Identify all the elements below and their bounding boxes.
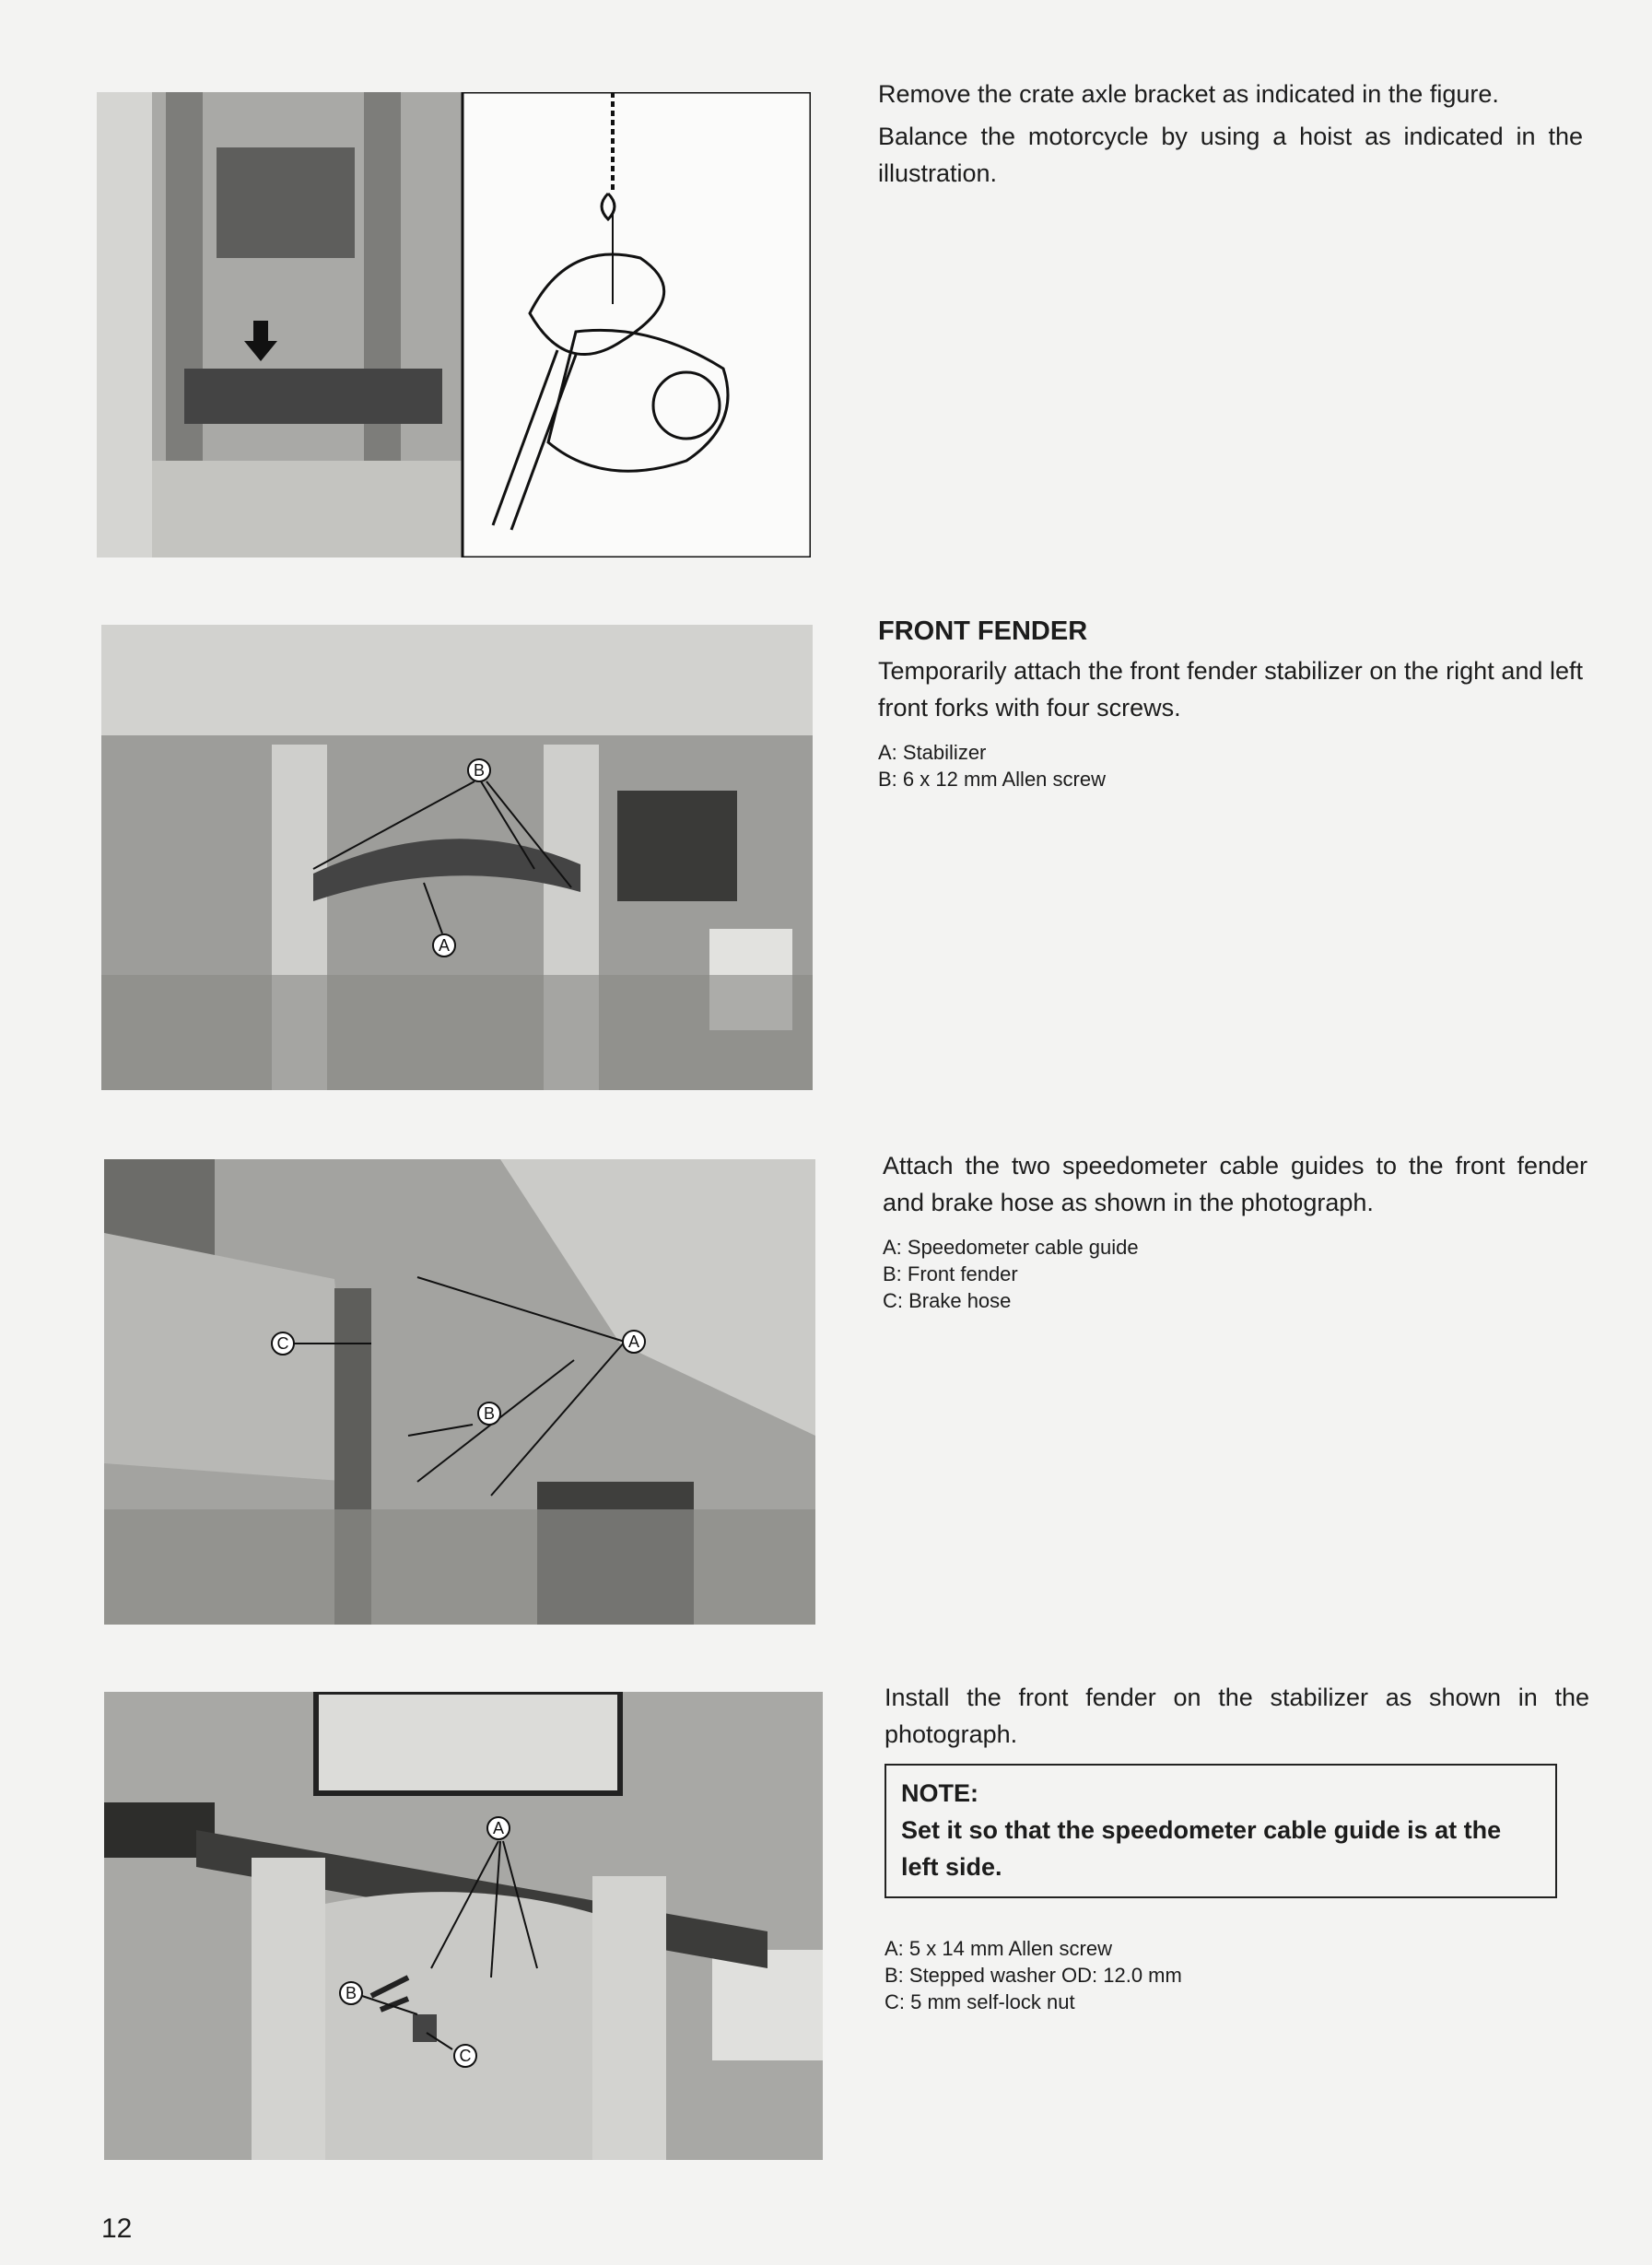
section-2-heading: FRONT FENDER — [878, 616, 1088, 646]
callout-b: B — [473, 761, 486, 780]
callout-c: C — [276, 1334, 289, 1353]
legend-item: C: Brake hose — [883, 1289, 1012, 1312]
section-2-legend — [878, 739, 1583, 792]
note-box — [885, 1764, 1557, 1898]
legend-item: A: 5 x 14 mm Allen screw — [885, 1937, 1112, 1960]
photo-fender-stabilizer — [101, 625, 813, 1090]
callout-c: C — [459, 2047, 472, 2065]
section-4-text — [885, 1679, 1589, 2015]
legend-item: B: Front fender — [883, 1262, 1018, 1285]
section-2-text — [878, 614, 1583, 792]
legend-item: B: 6 x 12 mm Allen screw — [878, 768, 1106, 791]
callout-b: B — [345, 1984, 357, 2002]
photo-speedometer-cable-guides — [104, 1159, 815, 1625]
section-1-paragraph-1: Remove the crate axle bracket as indicated in the figure. — [878, 80, 1499, 108]
callout-a: A — [492, 1819, 505, 1837]
section-4-paragraph-1: Install the front fender on the stabilizer as shown in the photograph. — [885, 1684, 1589, 1748]
section-4-legend — [885, 1935, 1589, 2015]
section-1-paragraph-2: Balance the motorcycle by using a hoist as indicated in the illustration. — [878, 123, 1583, 187]
section-1-text — [878, 76, 1583, 197]
legend-item: A: Stabilizer — [878, 741, 987, 764]
section-3-text — [883, 1147, 1588, 1314]
photo-fender-installed — [104, 1692, 823, 2160]
photo-crate-axle-bracket — [97, 92, 811, 557]
section-3-legend — [883, 1234, 1588, 1314]
callout-b: B — [483, 1404, 496, 1423]
section-2-paragraph-1: Temporarily attach the front fender stabilizer on the right and left front forks with four screws. — [878, 657, 1583, 722]
callout-a: A — [627, 1332, 640, 1351]
callout-a: A — [438, 936, 451, 955]
section-3-paragraph-1: Attach the two speedometer cable guides to the front fender and brake hose as shown in the photograph. — [883, 1152, 1588, 1216]
note-text: Set it so that the speedometer cable guide is at the left side. — [901, 1816, 1502, 1881]
note-title: NOTE: — [901, 1779, 978, 1807]
page-number: 12 — [101, 2213, 133, 2244]
legend-item: B: Stepped washer OD: 12.0 mm — [885, 1964, 1182, 1987]
legend-item: A: Speedometer cable guide — [883, 1236, 1139, 1259]
legend-item: C: 5 mm self-lock nut — [885, 1990, 1075, 2013]
